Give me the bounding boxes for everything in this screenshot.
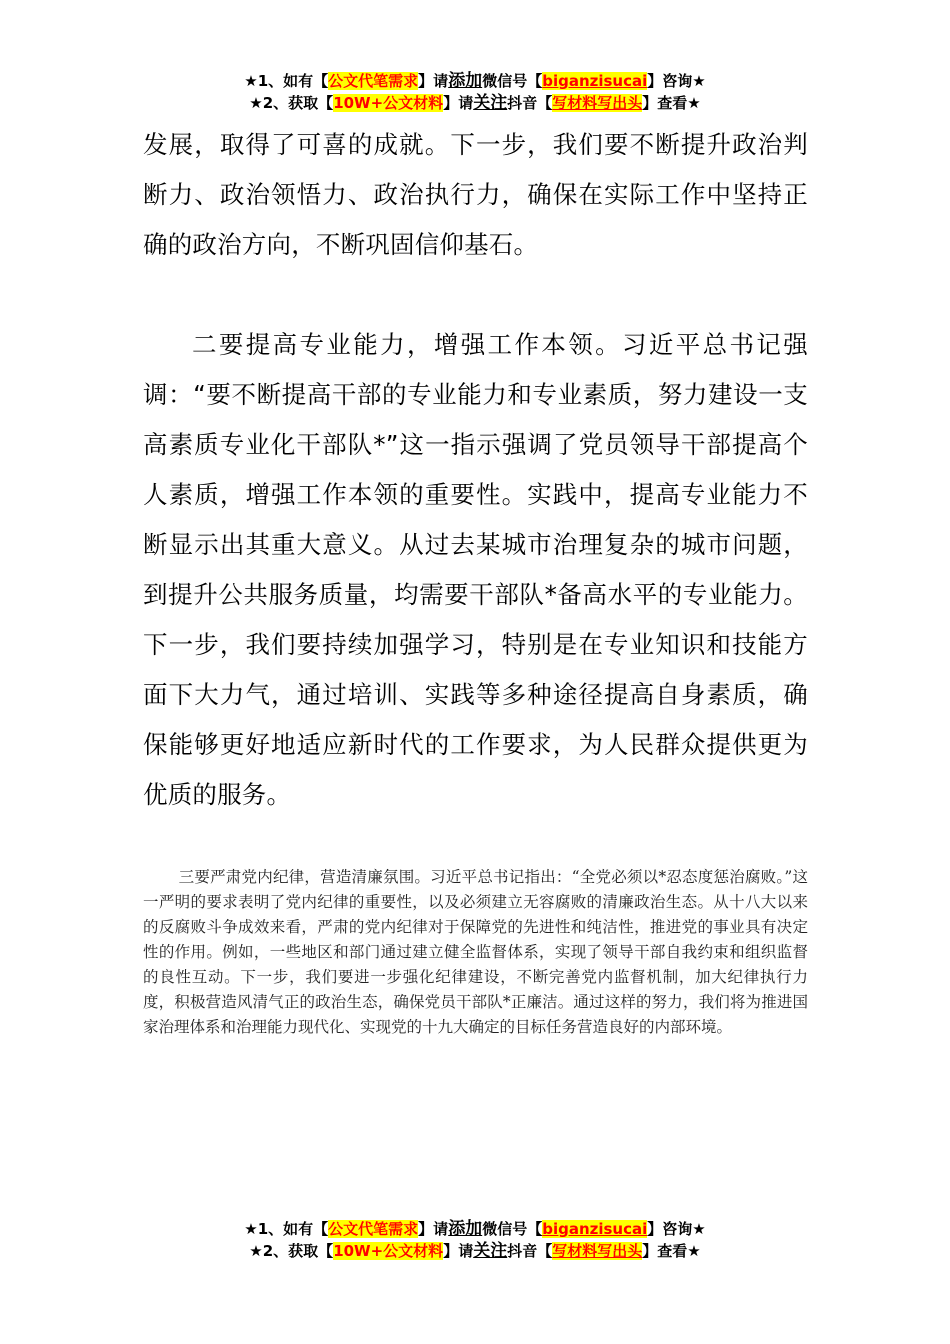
footer-banner bbox=[0, 1218, 950, 1262]
banner-text: 】查看★ bbox=[642, 94, 701, 112]
emphasis-follow: 关注 bbox=[473, 93, 508, 113]
banner-text: 微信号【 bbox=[482, 72, 543, 90]
banner-text: ★1、如有【 bbox=[244, 1220, 329, 1238]
douyin-account: 写材料写出头 bbox=[552, 94, 643, 112]
header-banner bbox=[0, 70, 950, 114]
banner-text: ★2、获取【 bbox=[249, 1242, 334, 1260]
emphasis-add: 添加 bbox=[448, 1219, 483, 1239]
banner-text: 】咨询★ bbox=[647, 72, 706, 90]
banner-text: 抖音【 bbox=[507, 1242, 553, 1260]
banner-text: 】请 bbox=[443, 94, 474, 112]
banner-text: 】请 bbox=[418, 72, 449, 90]
highlight-service: 公文代笔需求 bbox=[328, 72, 419, 90]
banner-text: 】查看★ bbox=[642, 1242, 701, 1260]
paragraph-party-discipline: 三要严肃党内纪律，营造清廉氛围。习近平总书记指出：“全党必须以*忍态度惩治腐败。”这一严明的要求表明了党内纪律的重要性，以及必须建立无容腐败的清廉政治生态。从十八大以来的反腐败斗争成效来看，严肃的党内纪律对于保障党的先进性和纯洁性，推进党的事业具有决定性的作用。例如，一些地区和部门通过建立健全监督体系，实现了领导干部自我约束和组织监督的良性互动。下一步，我们要进一步强化纪律建设，不断完善党内监督机制，加大纪律执行力度，积极营造风清气正的政治生态，确保党员干部队*正廉洁。通过这样的努力，我们将为推进国家治理体系和治理能力现代化、实现党的十九大确定的目标任务营造良好的内部环境。 bbox=[143, 868, 808, 1036]
emphasis-add: 添加 bbox=[448, 71, 483, 91]
highlight-materials: 10W+公文材料 bbox=[333, 94, 444, 112]
banner-text: 】请 bbox=[418, 1220, 449, 1238]
banner-text: 】咨询★ bbox=[647, 1220, 706, 1238]
banner-line-2 bbox=[0, 92, 950, 114]
banner-text: ★2、获取【 bbox=[249, 94, 334, 112]
douyin-account: 写材料写出头 bbox=[552, 1242, 643, 1260]
highlight-materials: 10W+公文材料 bbox=[333, 1242, 444, 1260]
banner-text: 抖音【 bbox=[507, 94, 553, 112]
banner-line-1 bbox=[0, 1218, 950, 1240]
banner-line-2 bbox=[0, 1240, 950, 1262]
wechat-id: biganzisucai bbox=[542, 1220, 648, 1238]
paragraph-continuation: 发展，取得了可喜的成就。下一步，我们要不断提升政治判断力、政治领悟力、政治执行力，确保在实际工作中坚持正确的政治方向，不断巩固信仰基石。 bbox=[143, 130, 808, 259]
banner-text: 微信号【 bbox=[482, 1220, 543, 1238]
highlight-service: 公文代笔需求 bbox=[328, 1220, 419, 1238]
paragraph-professional-ability: 二要提高专业能力，增强工作本领。习近平总书记强调：“要不断提高干部的专业能力和专业素质，努力建设一支高素质专业化干部队*”这一指示强调了党员领导干部提高个人素质，增强工作本领的重要性。实践中，提高专业能力不断显示出其重大意义。从过去某城市治理复杂的城市问题，到提升公共服务质量，均需要干部队*备高水平的专业能力。下一步，我们要持续加强学习，特别是在专业知识和技能方面下大力气，通过培训、实践等多种途径提高自身素质，确保能够更好地适应新时代的工作要求，为人民群众提供更为优质的服务。 bbox=[143, 330, 808, 809]
banner-text: ★1、如有【 bbox=[244, 72, 329, 90]
banner-text: 】请 bbox=[443, 1242, 474, 1260]
emphasis-follow: 关注 bbox=[473, 1241, 508, 1261]
wechat-id: biganzisucai bbox=[542, 72, 648, 90]
banner-line-1 bbox=[0, 70, 950, 92]
